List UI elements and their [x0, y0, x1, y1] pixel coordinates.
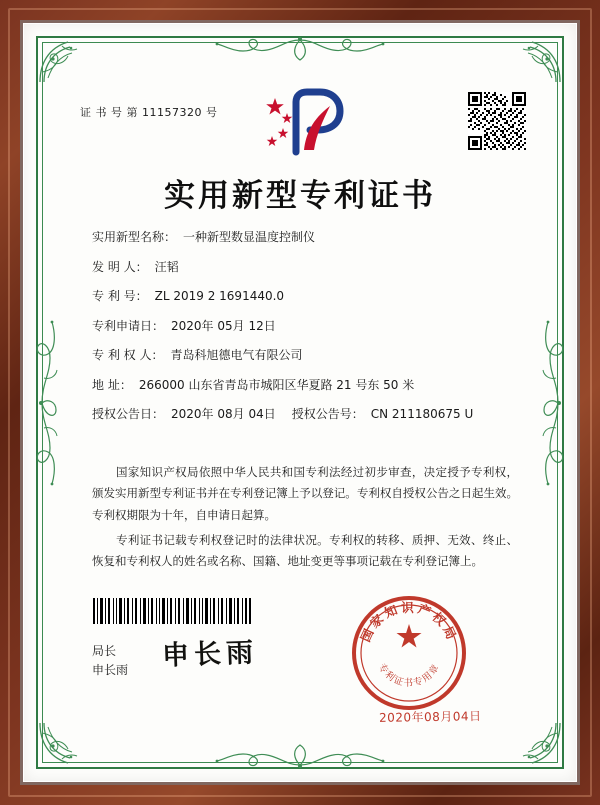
field-row	[92, 287, 520, 304]
signature-block	[92, 642, 128, 679]
right-edge-ornament-icon	[534, 288, 568, 518]
field-value-grant-date: 2020年 08月 04日	[171, 407, 276, 421]
cnipa-logo-icon	[244, 84, 356, 158]
field-row-dual	[92, 405, 520, 422]
seal-bottom-text: 专利证书专用章	[375, 661, 443, 689]
field-value: 266000 山东省青岛市城阳区华夏路 21 号东 50 米	[138, 377, 415, 392]
signer-name-label: 申长雨	[92, 662, 129, 677]
certificate-paper	[24, 24, 576, 781]
field-value: 青岛科旭德电气有限公司	[170, 348, 303, 362]
page-title: 实用新型专利证书	[164, 178, 436, 214]
svg-text:专利证书专用章	[376, 661, 443, 689]
field-row	[92, 376, 520, 393]
legal-text-block	[92, 462, 518, 576]
field-row	[92, 346, 520, 363]
legal-paragraph: 国家知识产权局依照中华人民共和国专利法经过初步审查，决定授予专利权，颁发实用新型专利证书并在专利登记簿上予以登记。专利权自授权公告之日起生效。专利权期限为十年，自申请日起算。	[92, 465, 518, 522]
field-row	[92, 258, 520, 275]
certificate-number: 证 书 号 第 11157320 号	[80, 106, 218, 119]
field-value: ZL 2019 2 1691440.0	[154, 289, 285, 303]
official-seal-icon	[350, 594, 468, 712]
field-label: 发 明 人：	[92, 259, 148, 274]
certificate-content	[70, 70, 530, 735]
field-label: 专 利 权 人：	[92, 348, 164, 362]
field-value-grant-number: CN 211180675 U	[370, 407, 474, 421]
field-label: 实用新型名称：	[92, 230, 177, 244]
field-value: 汪韬	[154, 259, 179, 274]
seal-top-text: 国家知识产权局	[357, 600, 461, 645]
legal-paragraph: 专利证书记载专利权登记时的法律状况。专利权的转移、质押、无效、终止、恢复和专利权人的姓名或名称、国籍、地址变更等事项记载在专利登记簿上。	[92, 532, 518, 569]
field-label: 地 址：	[92, 377, 132, 392]
top-edge-ornament-icon	[205, 34, 395, 68]
handwritten-signature: 申长雨	[161, 637, 259, 672]
barcode-icon	[92, 598, 252, 624]
field-label: 专利申请日：	[92, 318, 165, 333]
field-row	[92, 228, 520, 245]
field-label-grant-number: 授权公告号：	[291, 407, 364, 421]
seal-date: 2020年08月04日	[379, 709, 483, 725]
field-value: 一种新型数显温度控制仪	[183, 230, 316, 244]
field-value: 2020年 05月 12日	[171, 318, 276, 333]
field-label: 专 利 号：	[92, 289, 148, 303]
signer-role-label: 局长	[92, 644, 117, 658]
field-list	[92, 228, 520, 435]
field-label-grant-date: 授权公告日：	[92, 407, 165, 421]
left-edge-ornament-icon	[32, 288, 66, 518]
field-row	[92, 317, 520, 334]
qr-code-icon	[468, 92, 526, 150]
bottom-edge-ornament-icon	[205, 737, 395, 771]
